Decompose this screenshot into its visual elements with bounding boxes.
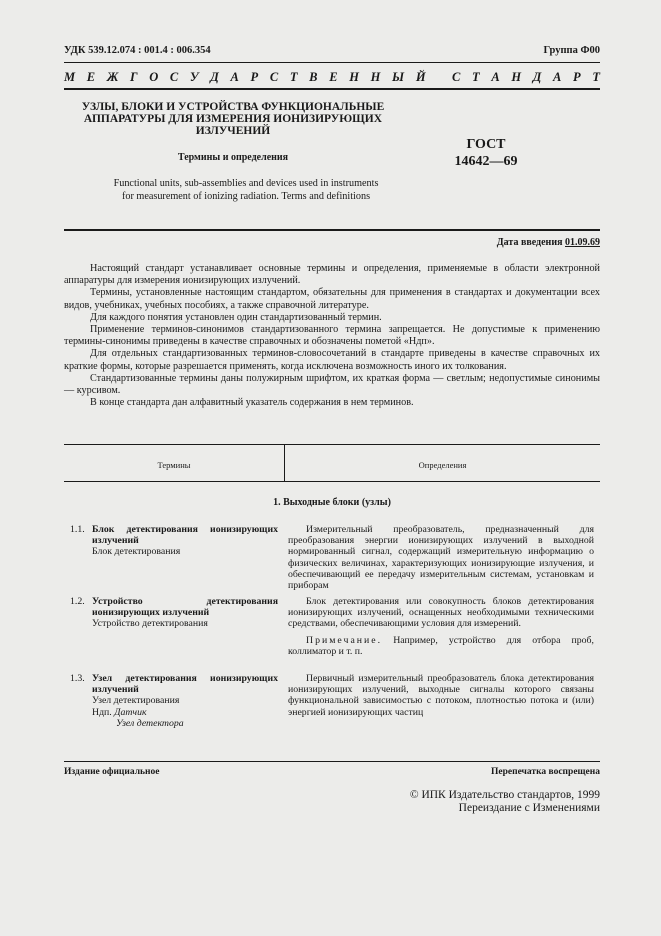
paragraph: Для отдельных стандартизованных терминов-словосочетаний в стандарте приведены в качестве справочных их краткие формы, которые разрешается применять, когда исключена возможность иного их толкования. bbox=[64, 348, 600, 372]
header-rule-top bbox=[64, 62, 600, 63]
official-edition: Издание официальное bbox=[64, 767, 160, 777]
term-short: Блок детектирования bbox=[92, 546, 181, 558]
preamble-text bbox=[64, 263, 600, 409]
paragraph: В конце стандарта дан алфавитный указатель содержания в нем терминов. bbox=[90, 397, 414, 409]
term-definition bbox=[288, 596, 594, 657]
english-title-line: Functional units, sub-assemblies and devices used in instruments bbox=[113, 178, 379, 189]
heading-letter: Е bbox=[86, 70, 96, 84]
footer-rule bbox=[64, 761, 600, 762]
introduction-date-label: Дата введения bbox=[496, 237, 563, 248]
term-definition bbox=[288, 524, 594, 591]
heading-letter: Р bbox=[250, 70, 259, 84]
heading-letter: Д bbox=[532, 70, 542, 84]
definition-note bbox=[288, 635, 594, 657]
heading-letter: А bbox=[230, 70, 239, 84]
ndp-synonym: Датчик bbox=[114, 706, 147, 718]
heading-letter: Ж bbox=[106, 70, 119, 84]
heading-letter: В bbox=[309, 70, 318, 84]
definition-text: Блок детектирования или совокупность блоков детектирования ионизирующих излучений, оснащенных необходимыми техническими средствами, обеспечивающими условия для измерений. bbox=[288, 596, 594, 630]
gost-label: ГОСТ bbox=[466, 137, 506, 152]
document-title bbox=[64, 101, 402, 137]
table-rule-top bbox=[64, 444, 600, 445]
title-rule bbox=[64, 229, 600, 231]
heading-letter: Д bbox=[210, 70, 219, 84]
column-header-terms: Термины bbox=[157, 460, 191, 470]
note-label: Примечание. bbox=[306, 634, 383, 646]
heading-letter: Т bbox=[592, 70, 600, 84]
term-ndp bbox=[92, 707, 278, 718]
note-text: Например, устройство для отбора проб, коллиматор и т. п. bbox=[288, 634, 594, 657]
udk-code: УДК 539.12.074 : 001.4 : 006.354 bbox=[64, 45, 211, 56]
term-entry bbox=[70, 673, 278, 729]
heading-letter: Т bbox=[289, 70, 298, 84]
heading-letter: Т bbox=[472, 70, 480, 84]
document-subtitle: Термины и определения bbox=[177, 152, 289, 163]
term-main: Устройство детектирования ионизирующих излучений bbox=[92, 596, 278, 619]
definition-text: Измерительный преобразователь, предназначенный для преобразования энергии ионизирующих излучений в выходной нормированный сигнал, содержащий измерительную информацию о физических величинах, характеризующих ионизирующие излучения, и обеспечивающий ее передачу измерительным системам, установкам и приборам bbox=[288, 524, 594, 592]
paragraph: Настоящий стандарт устанавливает основные термины и определения, применяемые в области электронной аппаратуры для измерения ионизирующих излучений. bbox=[64, 263, 600, 287]
term-main: Узел детектирования ионизирующих излучений bbox=[92, 673, 278, 696]
gost-number: 14642—69 bbox=[454, 154, 518, 169]
reissue-text: Переиздание с Изменениями bbox=[458, 802, 600, 814]
heading-letter: А bbox=[552, 70, 562, 84]
definition-text: Первичный измерительный преобразователь блока детектирования ионизирующих излучений, выходные сигналы которого связаны функциональной зависимостью с потоком, плотностью потока и (или) энергией ионизирующих частиц bbox=[288, 673, 594, 718]
heading-letter: С bbox=[269, 70, 279, 84]
heading-letter: Й bbox=[415, 70, 426, 84]
heading-letter bbox=[437, 70, 440, 85]
paragraph: Для каждого понятия установлен один стандартизованный термин. bbox=[90, 311, 382, 323]
term-number: 1.3. bbox=[70, 673, 85, 684]
title-line: УЗЛЫ, БЛОКИ И УСТРОЙСТВА ФУНКЦИОНАЛЬНЫЕ bbox=[81, 101, 385, 113]
term-number: 1.1. bbox=[70, 524, 85, 535]
group-code: Группа Ф00 bbox=[543, 45, 600, 56]
paragraph: Применение терминов-синонимов стандартизованного термина запрещается. Не допустимые к применению термины-синонимы приведены в качестве справочных и обозначены пометой «Ндп». bbox=[64, 324, 600, 348]
heading-letter: У bbox=[189, 70, 199, 84]
heading-letter: М bbox=[64, 70, 76, 84]
heading-letter: А bbox=[491, 70, 500, 84]
reprint-prohibited: Перепечатка воспрещена bbox=[490, 767, 600, 777]
ndp-synonym: Узел детектора bbox=[116, 717, 184, 729]
heading-letter: Е bbox=[329, 70, 338, 84]
interstate-standard-heading bbox=[64, 70, 600, 85]
copyright-block bbox=[410, 789, 600, 815]
term-definition bbox=[288, 673, 594, 718]
header-rule-bottom bbox=[64, 88, 600, 90]
paragraph: Стандартизованные термины даны полужирным шрифтом, их краткая форма — светлым; недопустимые синонимы — курсивом. bbox=[64, 372, 600, 397]
heading-letter: О bbox=[149, 70, 159, 84]
copyright-text: © ИПК Издательство стандартов, 1999 bbox=[409, 789, 600, 801]
heading-letter: Н bbox=[349, 70, 359, 84]
term-short: Устройство детектирования bbox=[92, 618, 208, 630]
heading-letter: С bbox=[452, 70, 461, 84]
term-number: 1.2. bbox=[70, 596, 85, 607]
heading-letter: Н bbox=[370, 70, 381, 84]
column-header-definitions: Определения bbox=[418, 460, 467, 470]
term-entry bbox=[70, 524, 278, 558]
introduction-date-value: 01.09.69 bbox=[565, 237, 600, 248]
title-line: АППАРАТУРЫ ДЛЯ ИЗМЕРЕНИЯ ИОНИЗИРУЮЩИХ bbox=[83, 113, 383, 125]
table-rule-header bbox=[64, 481, 600, 482]
paragraph: Термины, установленные настоящим стандартом, обязательны для применения в стандартах и документации всех видов, учебниках, учебных пособиях, а также справочной литературе. bbox=[64, 287, 600, 311]
english-title bbox=[64, 178, 428, 203]
english-title-line: for measurement of ionizing radiation. Terms and definitions bbox=[121, 190, 371, 202]
heading-letter: Г bbox=[129, 70, 138, 84]
heading-letter: Р bbox=[573, 70, 581, 84]
term-entry bbox=[70, 596, 278, 630]
gost-designation bbox=[436, 136, 536, 170]
title-line: ИЗЛУЧЕНИЙ bbox=[195, 125, 271, 137]
section-title: 1. Выходные блоки (узлы) bbox=[273, 497, 391, 508]
introduction-date bbox=[497, 237, 600, 248]
heading-letter: С bbox=[169, 70, 179, 84]
term-main: Блок детектирования ионизирующих излучений bbox=[92, 524, 278, 547]
term-short: Узел детектирования bbox=[92, 695, 180, 707]
heading-letter: Ы bbox=[392, 70, 405, 84]
ndp-label: Ндп. bbox=[92, 706, 112, 718]
heading-letter: Н bbox=[511, 70, 522, 84]
